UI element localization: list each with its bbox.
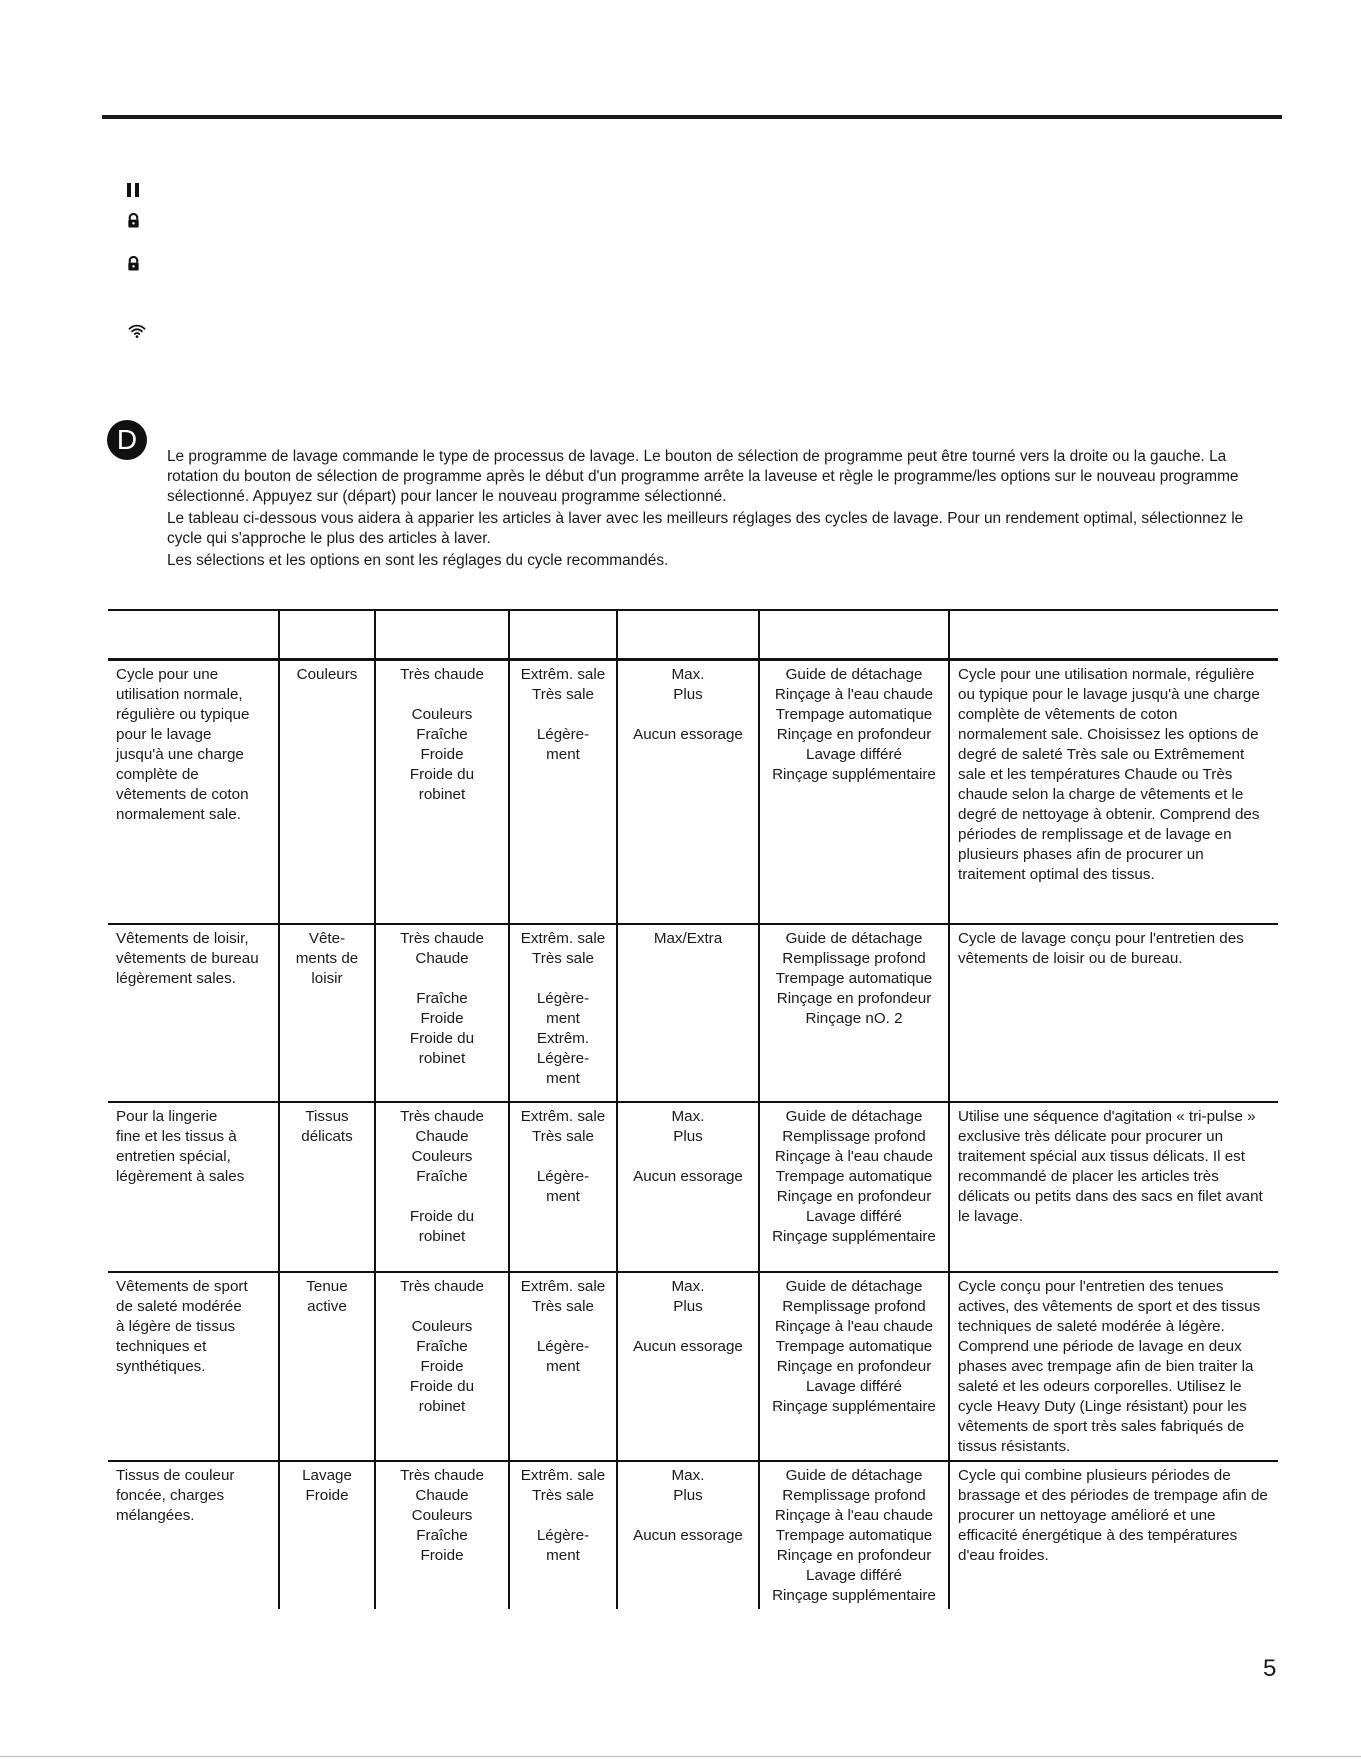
cell-soil [509, 659, 617, 924]
cell-line: Extrêm. sale [520, 1467, 606, 1484]
cell-line: Extrêm. sale [520, 1108, 606, 1125]
cell-line: Légère- [536, 1050, 590, 1067]
cell-cycle [279, 1272, 375, 1461]
lock-icon [124, 254, 142, 272]
cell-line: Froide [420, 1358, 464, 1375]
cell-line: Rinçage à l'eau chaude [774, 1148, 934, 1165]
cell-temperature [375, 1272, 509, 1461]
cell-line: jusqu'à une charge [116, 745, 244, 763]
cell-line: ment [546, 1070, 580, 1087]
cell-line: vêtements de bureau [116, 950, 259, 967]
cell-temperature [375, 1461, 509, 1609]
cell-spin [617, 1102, 759, 1272]
cell-line: Rinçage supplémentaire [772, 765, 936, 783]
cell-line: Vête- [308, 930, 346, 947]
cell-line [626, 705, 750, 725]
cell-line: Aucun essorage [633, 1168, 743, 1185]
cell-line: Couleurs [411, 705, 473, 723]
cell-line: Froide [420, 1547, 464, 1564]
cell-line: Pour la lingerie [116, 1108, 218, 1125]
table-row [108, 1272, 1278, 1461]
lock-icon [124, 211, 142, 229]
cell-line: Très chaude [400, 1108, 484, 1125]
cell-line [518, 1317, 608, 1337]
cell-line: Lavage différé [806, 1567, 902, 1584]
cell-line: synthétiques. [116, 1358, 206, 1375]
intro-paragraph-1: Le programme de lavage commande le type de processus de lavage. Le bouton de sélection de programme peut être tourné vers la droite ou la gauche. La rotation du bouton de sélection de programme après le début d'un programme arrête la laveuse et règle le programme/les options sur le nouveau programme sélectionné. Appuyez sur (départ) pour lancer le nouveau programme sélectionné. [167, 448, 1239, 505]
cell-line: ment [546, 1010, 580, 1027]
cell-line: Très chaude [400, 1467, 484, 1484]
cell-line: régulière ou typique [116, 705, 250, 723]
cell-line: Rinçage supplémentaire [772, 1228, 936, 1245]
cell-line: Rinçage en profondeur [776, 1188, 932, 1205]
cell-items [108, 924, 279, 1102]
cell-line: Fraîche [416, 1527, 468, 1544]
cell-line: Extrêm. sale [520, 1278, 606, 1295]
cell-line: Très sale [532, 950, 594, 967]
top-rule [102, 115, 1282, 119]
cell-description: Cycle de lavage conçu pour l'entretien des vêtements de loisir ou de bureau. [949, 924, 1278, 1102]
cell-line: Froide [420, 745, 464, 763]
cell-cycle [279, 1102, 375, 1272]
cell-line [626, 1506, 750, 1526]
table-row [108, 659, 1278, 924]
cell-items [108, 659, 279, 924]
cell-line: ments de [295, 950, 359, 967]
cell-line: Remplissage profond [782, 1128, 926, 1145]
cell-line: mélangées. [116, 1507, 195, 1524]
cell-items [108, 1102, 279, 1272]
cell-line: Aucun essorage [633, 1338, 743, 1355]
cell-line: Très chaude [400, 665, 484, 683]
section-badge: D [107, 420, 147, 460]
cell-line: Cycle pour une [116, 665, 219, 683]
cell-line [626, 1317, 750, 1337]
cell-line: Max. [671, 665, 705, 683]
cell-line [518, 1147, 608, 1167]
cell-line: Rinçage à l'eau chaude [774, 1507, 934, 1524]
cell-line: Guide de détachage [785, 1108, 923, 1125]
cell-options [759, 1102, 949, 1272]
cell-line: Guide de détachage [785, 665, 923, 683]
cell-line: Fraîche [416, 1168, 468, 1185]
cell-line: pour le lavage [116, 725, 212, 743]
intro-paragraph-3: Les sélections et les options en sont les réglages du cycle recommandés. [167, 552, 669, 569]
header-spin [617, 610, 759, 659]
cell-line: Trempage automatique [775, 705, 933, 723]
cell-line: Fraîche [416, 1338, 468, 1355]
table-row [108, 924, 1278, 1102]
cell-line: Remplissage profond [782, 1298, 926, 1315]
cell-soil [509, 924, 617, 1102]
header-items [108, 610, 279, 659]
cell-line: Trempage automatique [775, 1338, 933, 1355]
cell-line [384, 969, 500, 989]
cell-spin [617, 1461, 759, 1609]
table-row [108, 1102, 1278, 1272]
cell-line: Chaude [415, 1487, 469, 1504]
cell-line [384, 1187, 500, 1207]
cell-line: Légère- [536, 990, 590, 1007]
cell-line: Froide du [409, 765, 475, 783]
cell-line: foncée, charges [116, 1487, 225, 1504]
cell-line: Très sale [532, 1128, 594, 1145]
cell-line: robinet [418, 1050, 466, 1067]
header-temperature [375, 610, 509, 659]
cell-line: Froide du [409, 1378, 475, 1395]
cell-line: Fraîche [416, 725, 468, 743]
cell-description: Cycle pour une utilisation normale, régulière ou typique pour le lavage jusqu'à une charge complète de vêtements de coton normalement sale. Choisissez les options de degré de saleté Très sale ou Extrêmement sale et les températures Chaude ou Très chaude selon la charge de vêtements et le degré de nettoyage à obtenir. Comprend des périodes de remplissage et de lavage en plusieurs phases afin de procurer un traitement optimal des tissus. [949, 659, 1278, 924]
cell-line: Lavage différé [806, 745, 902, 763]
cell-line: Trempage automatique [775, 1527, 933, 1544]
cell-soil [509, 1461, 617, 1609]
cell-line: à légère de tissus [116, 1318, 236, 1335]
cell-line: Rinçage en profondeur [776, 1358, 932, 1375]
cell-soil [509, 1102, 617, 1272]
cell-temperature [375, 1102, 509, 1272]
cell-line: complète de [116, 765, 199, 783]
cell-line: ment [546, 1547, 580, 1564]
cell-line: Légère- [536, 1527, 590, 1544]
cell-cycle [279, 1461, 375, 1609]
cell-line: Max/Extra [653, 930, 723, 947]
cell-line: Lavage [302, 1467, 352, 1484]
cell-line: robinet [418, 785, 466, 803]
wifi-icon [128, 322, 146, 340]
cell-description: Cycle qui combine plusieurs périodes de brassage et des périodes de trempage afin de procurer un nettoyage amélioré et une efficacité énergétique à des températures d'eau froides. [949, 1461, 1278, 1609]
cell-line: Extrêm. sale [520, 665, 606, 683]
cell-line: Plus [673, 1128, 703, 1145]
cell-line [518, 969, 608, 989]
wash-cycle-table [108, 609, 1278, 1609]
cell-line: Plus [673, 685, 703, 703]
cell-line: active [307, 1298, 347, 1315]
cell-line: Froide [305, 1487, 349, 1504]
cell-line: Rinçage supplémentaire [772, 1398, 936, 1415]
cell-items [108, 1272, 279, 1461]
cell-line: robinet [418, 1228, 466, 1245]
cell-soil [509, 1272, 617, 1461]
cell-line: Très sale [532, 685, 594, 703]
intro-paragraph-2: Le tableau ci-dessous vous aidera à apparier les articles à laver avec les meilleurs réglages des cycles de lavage. Pour un rendement optimal, sélectionnez le cycle qui s'approche le plus des articles à laver. [167, 510, 1244, 547]
cell-line: Vêtements de sport [116, 1278, 248, 1295]
cell-line: Fraîche [416, 990, 468, 1007]
header-cycle [279, 610, 375, 659]
cell-line [384, 1297, 500, 1317]
cell-line: Guide de détachage [785, 930, 923, 947]
cell-line: robinet [418, 1398, 466, 1415]
cell-options [759, 659, 949, 924]
cell-line: fine et les tissus à [116, 1128, 237, 1145]
cell-line: ment [546, 1358, 580, 1375]
cell-line: Froide du [409, 1030, 475, 1047]
cell-line: Max. [671, 1108, 705, 1125]
cell-line: légèrement sales. [116, 970, 236, 987]
cell-line: Lavage différé [806, 1378, 902, 1395]
cell-line: Froide du [409, 1208, 475, 1225]
cell-description: Utilise une séquence d'agitation « tri-pulse » exclusive très délicate pour procurer un traitement spécial aux tissus délicats. Il est recommandé de placer les articles très délicats ou petits dans des sacs en filet avant le lavage. [949, 1102, 1278, 1272]
cell-line: Lavage différé [806, 1208, 902, 1225]
cell-line: Tissus de couleur [116, 1467, 235, 1484]
cell-line: Tissus [305, 1108, 349, 1125]
cell-line: Rinçage à l'eau chaude [774, 1318, 934, 1335]
cell-spin [617, 1272, 759, 1461]
cell-line: Froide [420, 1010, 464, 1027]
header-soil [509, 610, 617, 659]
cell-line: Rinçage à l'eau chaude [774, 685, 934, 703]
cell-line: vêtements de coton [116, 785, 249, 803]
cell-line: Chaude [415, 950, 469, 967]
cell-cycle [279, 924, 375, 1102]
cell-line: utilisation normale, [116, 685, 243, 703]
cell-line: Aucun essorage [633, 1527, 743, 1544]
table-header-row [108, 610, 1278, 659]
cell-description: Cycle conçu pour l'entretien des tenues actives, des vêtements de sport et des tissus techniques de saleté modérée à légère. Comprend une période de lavage en deux phases avec trempage afin de bien traiter la saleté et les odeurs corporelles. Utilisez le cycle Heavy Duty (Linge résistant) pour les vêtements de sport très sales fabriqués de tissus résistants. [949, 1272, 1278, 1461]
cell-items [108, 1461, 279, 1609]
intro-text [167, 447, 1277, 571]
cell-line: Extrêm. sale [520, 930, 606, 947]
cell-line: Rinçage supplémentaire [772, 1587, 936, 1604]
cell-line: Tenue [306, 1278, 348, 1295]
cell-line [626, 1147, 750, 1167]
cell-spin [617, 659, 759, 924]
cell-line: Guide de détachage [785, 1467, 923, 1484]
cell-line: Légère- [536, 1338, 590, 1355]
pause-icon [124, 181, 142, 199]
cell-line: Trempage automatique [775, 1168, 933, 1185]
cell-line: entretien spécial, [116, 1148, 231, 1165]
cell-line [384, 685, 500, 705]
cell-line: Couleurs [411, 1507, 473, 1524]
table-row [108, 1461, 1278, 1609]
cell-line: Rinçage en profondeur [776, 725, 932, 743]
cell-options [759, 924, 949, 1102]
page-number: 5 [1263, 1655, 1277, 1682]
cell-line: Légère- [536, 1168, 590, 1185]
cell-line: Rinçage en profondeur [776, 990, 932, 1007]
cell-line: légèrement à sales [116, 1168, 245, 1185]
cell-line: Très chaude [400, 930, 484, 947]
cell-line: Trempage automatique [775, 970, 933, 987]
cell-line: Très chaude [400, 1278, 484, 1295]
cell-line: Rinçage nO. 2 [805, 1010, 903, 1027]
bottom-rule [0, 1756, 1361, 1757]
cell-line: Max. [671, 1278, 705, 1295]
cell-line: Couleurs [411, 1148, 473, 1165]
cell-line: Très sale [532, 1487, 594, 1504]
cell-line: ment [546, 1188, 580, 1205]
cell-line [518, 705, 608, 725]
header-options [759, 610, 949, 659]
cell-line: Remplissage profond [782, 950, 926, 967]
cell-line: Chaude [415, 1128, 469, 1145]
cell-line: loisir [311, 970, 343, 987]
cell-spin [617, 924, 759, 1102]
cell-line [518, 1506, 608, 1526]
cell-line: de saleté modérée [116, 1298, 242, 1315]
cell-cycle [279, 659, 375, 924]
cell-line: normalement sale. [116, 805, 241, 823]
cell-line: techniques et [116, 1338, 207, 1355]
cell-temperature [375, 659, 509, 924]
cell-line: Couleurs [411, 1318, 473, 1335]
header-description [949, 610, 1278, 659]
cell-line: Plus [673, 1298, 703, 1315]
cell-options [759, 1461, 949, 1609]
cell-line: Vêtements de loisir, [116, 930, 249, 947]
cell-line: Remplissage profond [782, 1487, 926, 1504]
cell-line: Aucun essorage [633, 725, 743, 743]
cell-line: ment [546, 745, 580, 763]
cell-line: Rinçage en profondeur [776, 1547, 932, 1564]
cell-options [759, 1272, 949, 1461]
cell-line: délicats [301, 1128, 353, 1145]
cell-line: Max. [671, 1467, 705, 1484]
cell-line: Extrêm. [536, 1030, 590, 1047]
cell-line: Guide de détachage [785, 1278, 923, 1295]
cell-temperature [375, 924, 509, 1102]
cell-line: Légère- [536, 725, 590, 743]
cell-line: Très sale [532, 1298, 594, 1315]
cell-line: Plus [673, 1487, 703, 1504]
cell-line: Couleurs [296, 665, 358, 683]
